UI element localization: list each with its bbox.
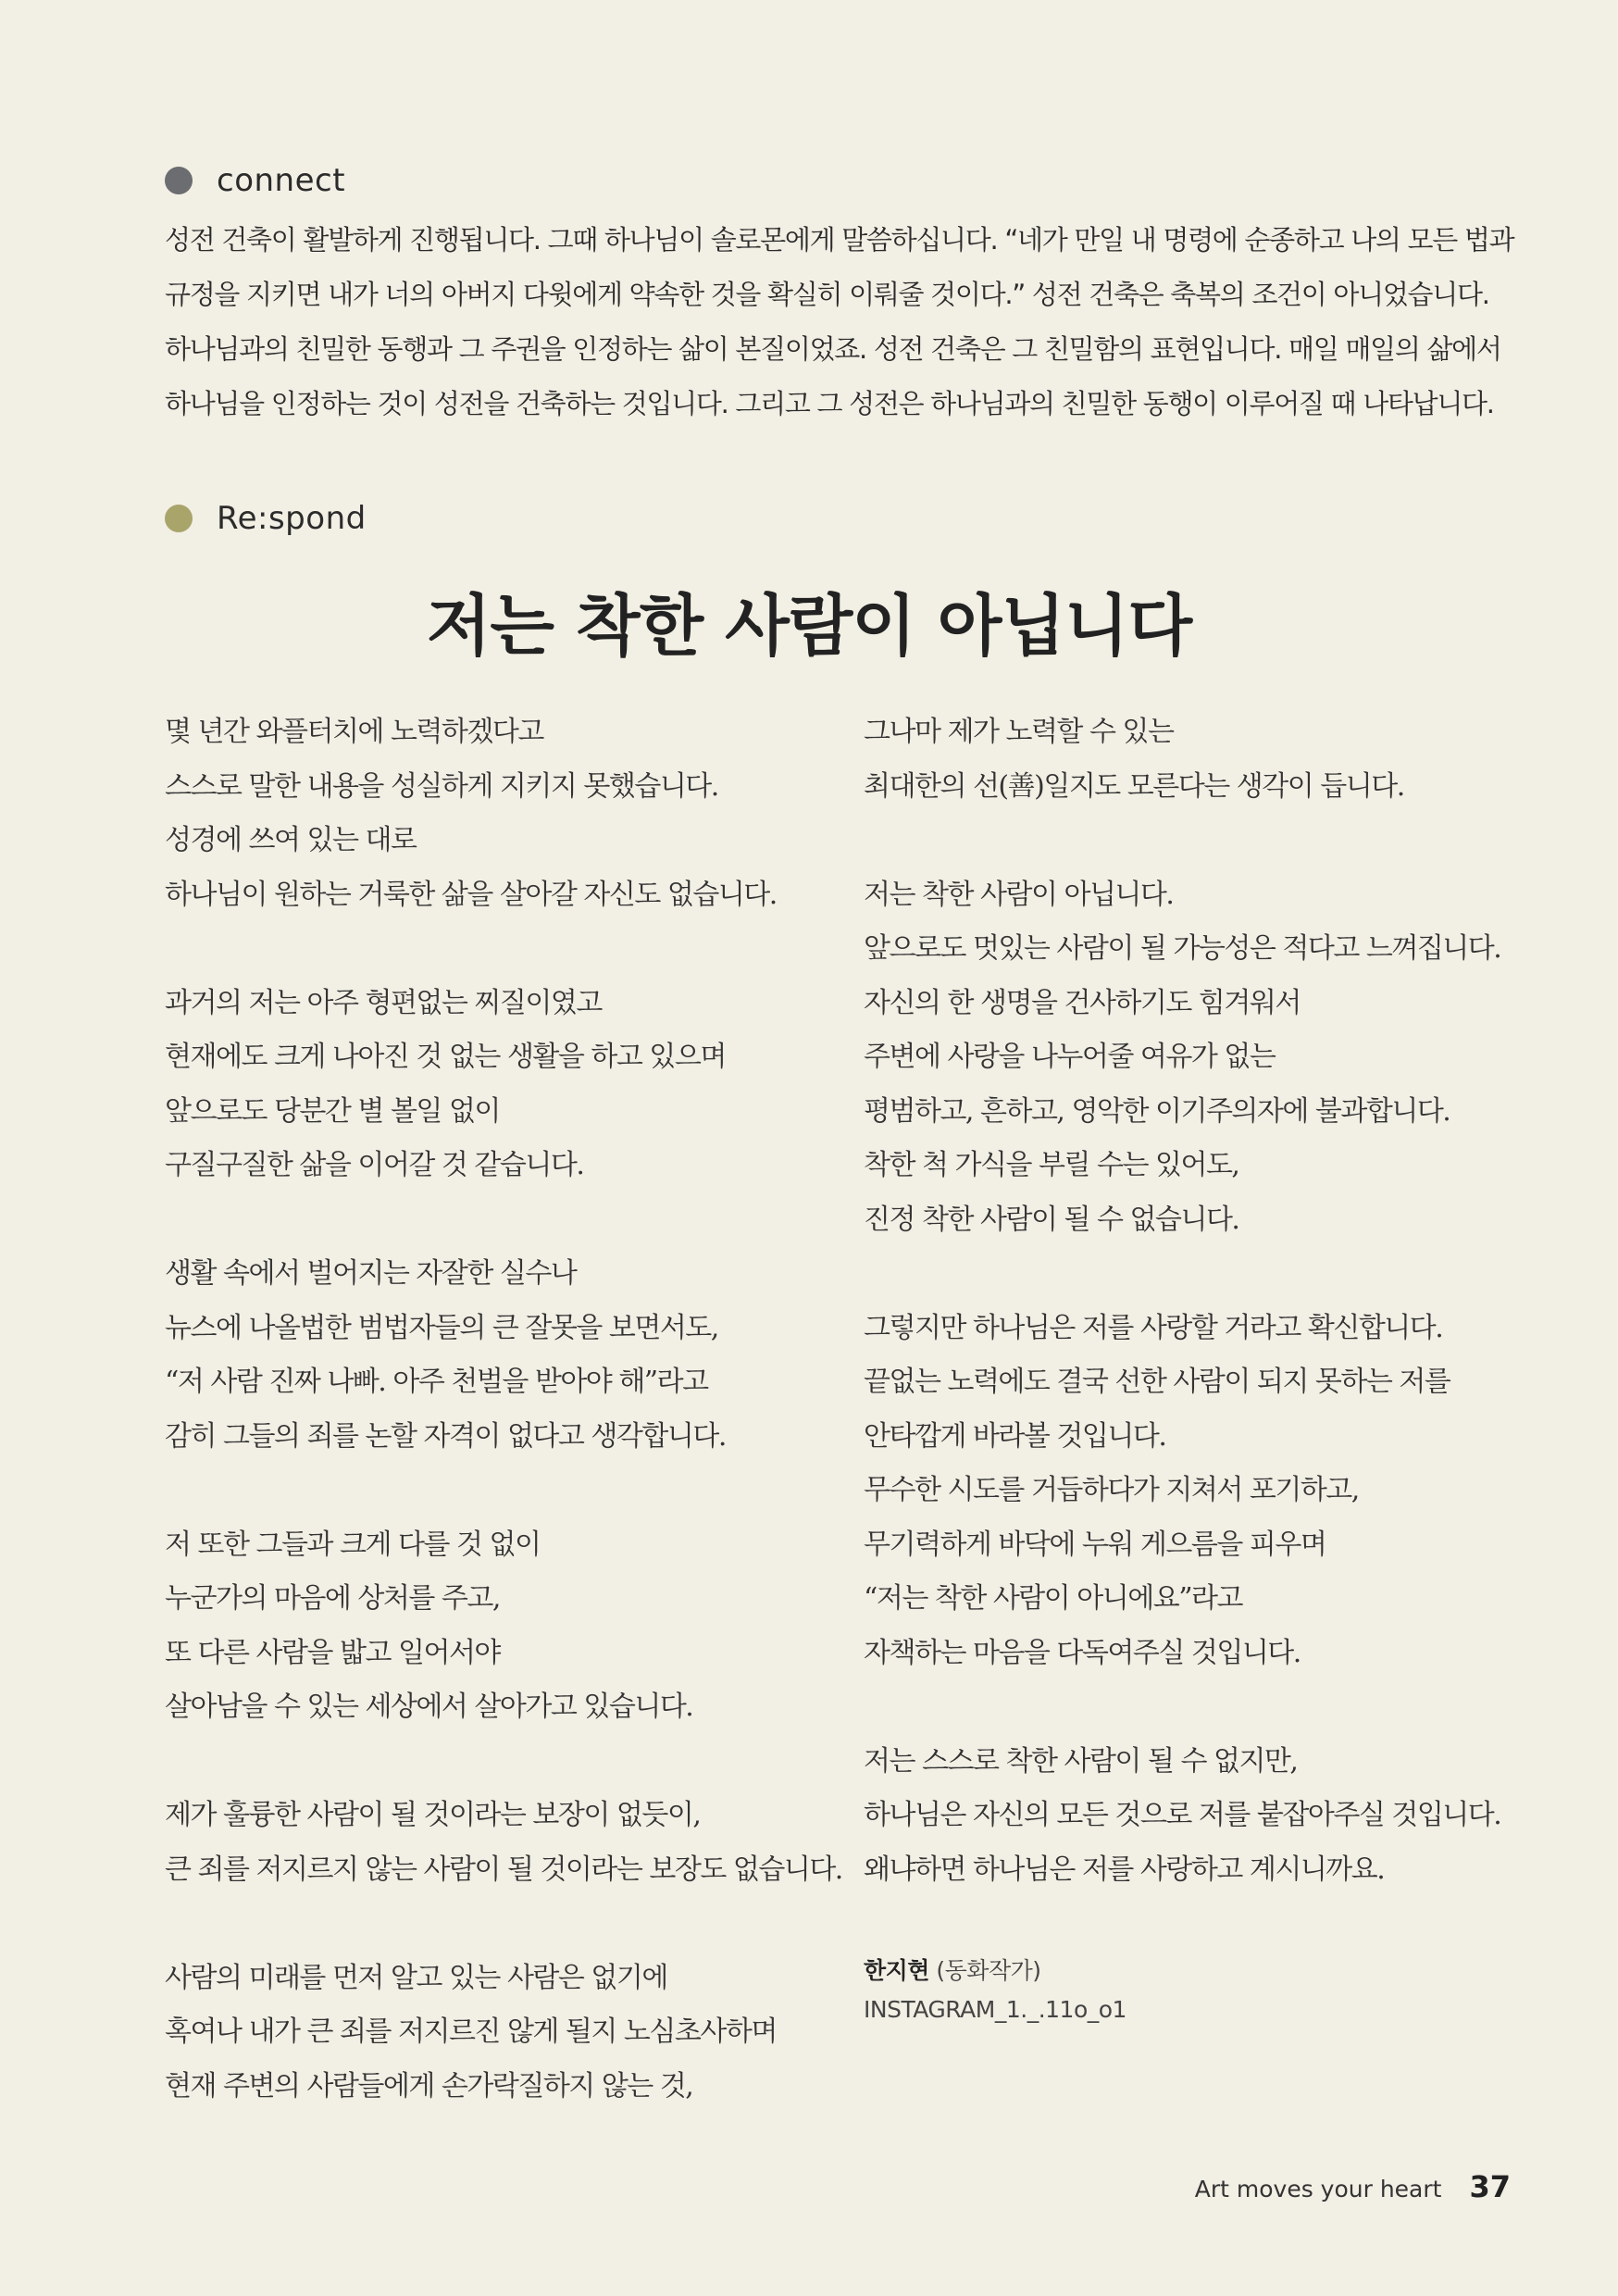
poem-line: 저는 스스로 착한 사람이 될 수 없지만,: [864, 1744, 1298, 1778]
poem-line: 감히 그들의 죄를 논할 자격이 없다고 생각합니다.: [165, 1419, 726, 1453]
poem-line: 혹여나 내가 큰 죄를 저지르진 않게 될지 노심초사하며: [165, 2015, 777, 2048]
author-name: 한지현: [864, 1956, 929, 1984]
poem-line: 생활 속에서 벌어지는 자잘한 실수나: [165, 1257, 577, 1290]
respond-label: Re:spond: [217, 500, 367, 537]
poem-stanza: [165, 1247, 831, 1464]
poem-line: 과거의 저는 아주 형편없는 찌질이였고: [165, 986, 602, 1019]
poem-line: 사람의 미래를 먼저 알고 있는 사람은 없기에: [165, 1961, 667, 1994]
poem-line: 하나님은 자신의 모든 것으로 저를 붙잡아주실 것입니다.: [864, 1799, 1501, 1831]
author-role: (동화작가): [936, 1956, 1041, 1984]
page-number: 37: [1469, 2169, 1511, 2204]
poem-line: 그렇지만 하나님은 저를 사랑할 거라고 확신합니다.: [864, 1311, 1443, 1344]
poem-line: 저는 착한 사람이 아닙니다.: [864, 878, 1174, 911]
poem-line: 큰 죄를 저지르지 않는 사람이 될 것이라는 보장도 없습니다.: [165, 1853, 842, 1886]
author-credit: [864, 1952, 1530, 2029]
poem-line: 안타깝게 바라볼 것입니다.: [864, 1419, 1166, 1453]
poem-line: 앞으로도 당분간 별 볼일 없이: [165, 1094, 500, 1128]
poem-line: 스스로 말한 내용을 성실하게 지키지 못했습니다.: [165, 769, 718, 803]
poem-line: 자책하는 마음을 다독여주실 것입니다.: [864, 1636, 1301, 1669]
poem-line: 성경에 쓰여 있는 대로: [165, 824, 417, 856]
poem-stanza: [165, 977, 831, 1193]
connect-line: 규정을 지키면 내가 너의 아버지 다윗에게 약속한 것을 확실히 이뤄줄 것이다.” 성전 건축은 축복의 조건이 아니었습니다.: [165, 279, 1489, 310]
poem-right-column: [864, 705, 1530, 2029]
poem-line: 살아남을 수 있는 세상에서 살아가고 있습니다.: [165, 1691, 693, 1723]
poem-line: “저 사람 진짜 나빠. 아주 천벌을 받아야 해”라고: [165, 1366, 708, 1398]
poem-left-column: [165, 705, 842, 2168]
poem-stanza: [165, 1952, 831, 2115]
poem-line: 저 또한 그들과 크게 다를 것 없이: [165, 1528, 541, 1561]
poem-stanza: [864, 1735, 1530, 1898]
page-footer: [1195, 2169, 1511, 2204]
connect-line: 성전 건축이 활발하게 진행됩니다. 그때 하나님이 솔로몬에게 말씀하십니다. “네가 만일 내 명령에 순종하고 나의 모든 법과: [165, 224, 1514, 256]
poem-line: 몇 년간 와플터치에 노력하겠다고: [165, 716, 543, 748]
connect-label: connect: [217, 162, 346, 199]
poem-line: 왜냐하면 하나님은 저를 사랑하고 계시니까요.: [864, 1853, 1385, 1886]
poem-stanza: [165, 705, 831, 922]
author-instagram: INSTAGRAM_1._.11o_o1: [864, 1995, 1126, 2023]
poem-title: 저는 착한 사람이 아닙니다: [426, 586, 1192, 665]
poem-line: 진정 착한 사람이 될 수 없습니다.: [864, 1203, 1239, 1236]
poem-line: 누군가의 마음에 상처를 주고,: [165, 1582, 500, 1615]
poem-line: 뉴스에 나올법한 범법자들의 큰 잘못을 보면서도,: [165, 1311, 718, 1344]
poem-line: 무수한 시도를 거듭하다가 지쳐서 포기하고,: [864, 1474, 1359, 1506]
respond-heading: [165, 500, 367, 537]
poem-line: 앞으로도 멋있는 사람이 될 가능성은 적다고 느껴집니다.: [864, 932, 1501, 965]
poem-line: 자신의 한 생명을 건사하기도 힘겨워서: [864, 986, 1301, 1019]
connect-line: 하나님과의 친밀한 동행과 그 주권을 인정하는 삶이 본질이었죠. 성전 건축은 그 친밀함의 표현입니다. 매일 매일의 삶에서: [165, 333, 1501, 365]
connect-heading: [165, 162, 345, 199]
poem-stanza: [864, 705, 1530, 814]
footer-tagline: Art moves your heart: [1194, 2176, 1442, 2202]
poem-line: 하나님이 원하는 거룩한 삶을 살아갈 자신도 없습니다.: [165, 878, 777, 911]
poem-line: 착한 척 가식을 부릴 수는 있어도,: [864, 1149, 1239, 1181]
poem-stanza: [864, 1302, 1530, 1681]
poem-line: 최대한의 선(善)일지도 모른다는 생각이 듭니다.: [864, 769, 1404, 803]
poem-line: 무기력하게 바닥에 누워 게으름을 피우며: [864, 1528, 1326, 1561]
poem-stanza: [864, 868, 1530, 1248]
poem-line: 현재에도 크게 나아진 것 없는 생활을 하고 있으며: [165, 1041, 726, 1073]
poem-stanza: [165, 1518, 831, 1735]
poem-line: 끝없는 노력에도 결국 선한 사람이 되지 못하는 저를: [864, 1366, 1450, 1398]
poem-line: 구질구질한 삶을 이어갈 것 같습니다.: [165, 1149, 584, 1181]
poem-line: 그나마 제가 노력할 수 있는: [864, 716, 1174, 748]
poem-line: 현재 주변의 사람들에게 손가락질하지 않는 것,: [165, 2069, 693, 2103]
poem-stanza: [165, 1789, 842, 1897]
poem-line: 또 다른 사람을 밟고 일어서야: [165, 1636, 500, 1669]
connect-bullet-icon: [165, 167, 193, 194]
poem-line: 주변에 사랑을 나누어줄 여유가 없는: [864, 1041, 1276, 1073]
poem-line: 제가 훌륭한 사람이 될 것이라는 보장이 없듯이,: [165, 1799, 701, 1831]
poem-line: “저는 착한 사람이 아니에요”라고: [864, 1582, 1243, 1615]
poem-right-stanzas: [864, 705, 1530, 1897]
connect-line: 하나님을 인정하는 것이 성전을 건축하는 것입니다. 그리고 그 성전은 하나님과의 친밀한 동행이 이루어질 때 나타납니다.: [165, 388, 1494, 419]
respond-bullet-icon: [165, 505, 193, 532]
poem-line: 평범하고, 흔하고, 영악한 이기주의자에 불과합니다.: [864, 1094, 1450, 1128]
connect-paragraph: [165, 213, 1516, 431]
